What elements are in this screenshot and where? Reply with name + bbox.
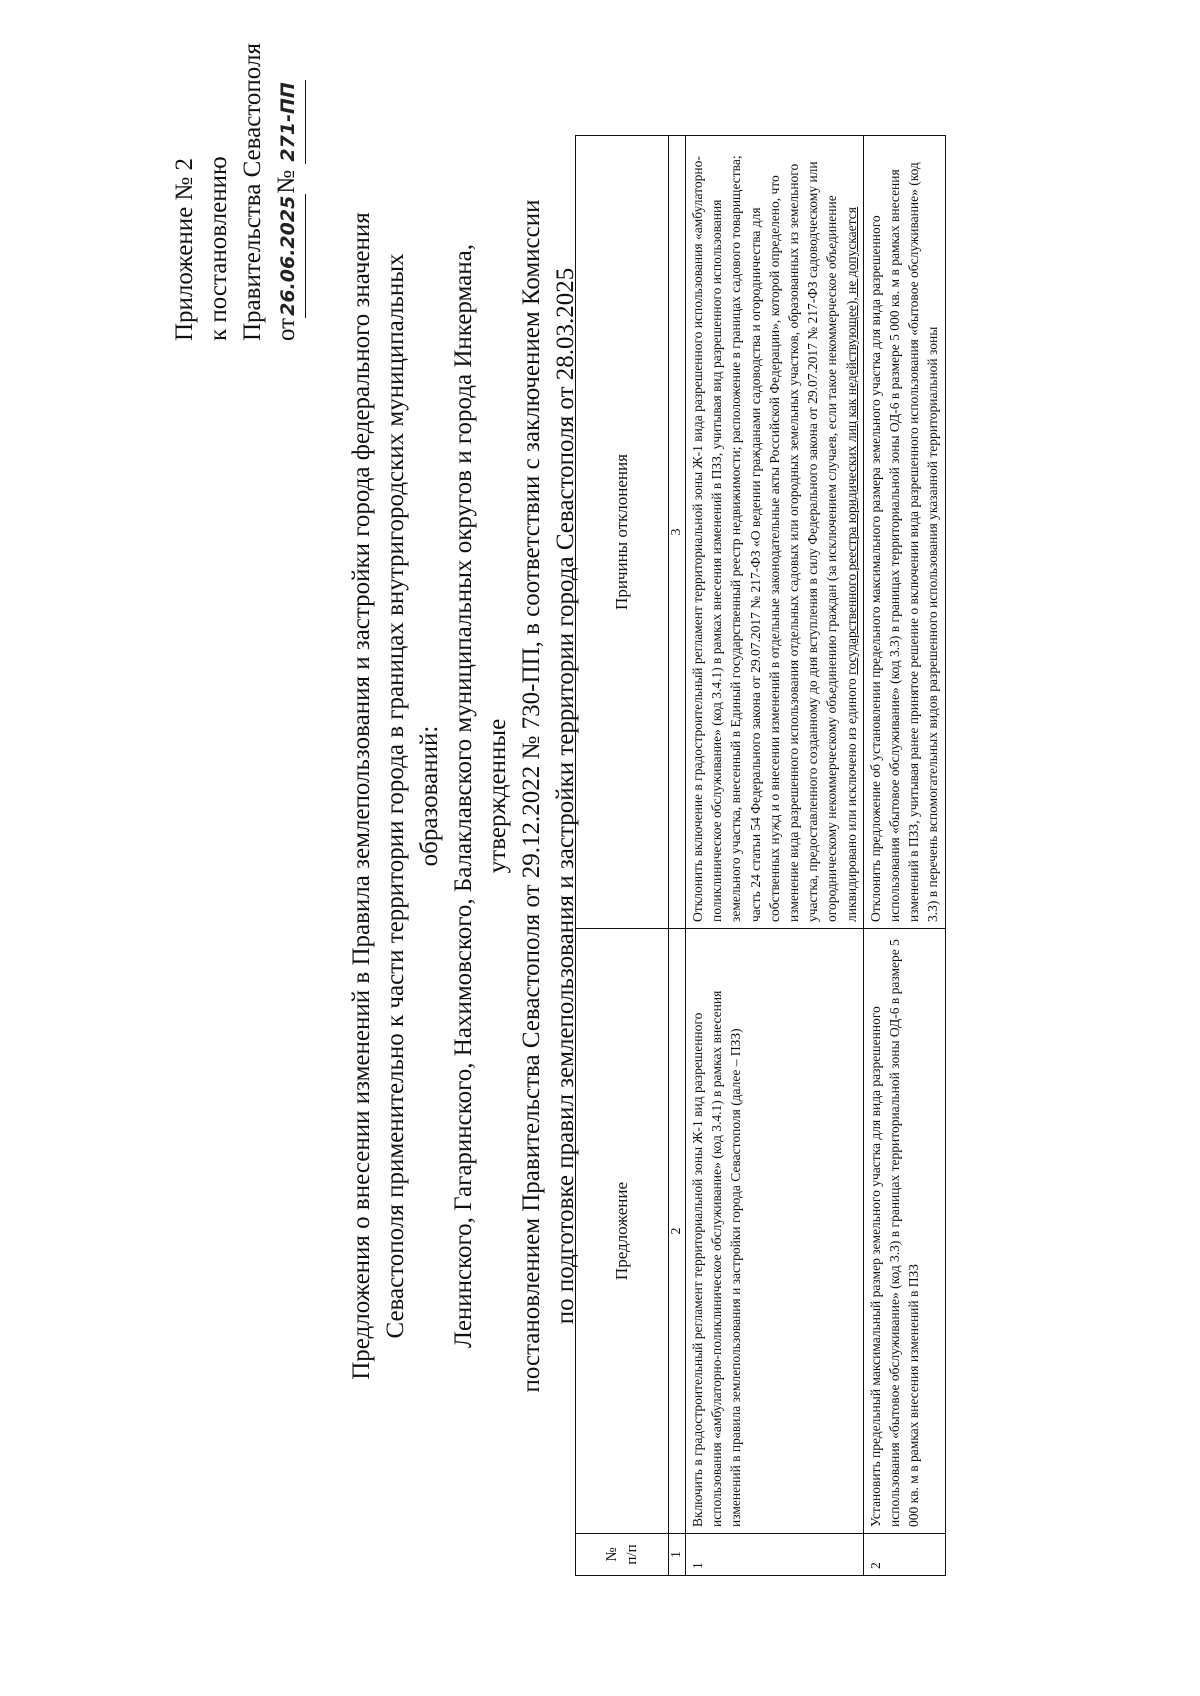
appendix-to-resolution: к постановлению xyxy=(205,156,232,341)
proposals-table xyxy=(575,135,946,1576)
row-number: 2 xyxy=(863,1534,945,1576)
column-index: 1 xyxy=(669,1534,686,1576)
title-line-1: Предложения о внесении изменений в Правила землепользования и застройки города федерального значения xyxy=(348,212,375,1380)
reasons-underlined-text: государственного реестра юридических лиц как недействующее), не допускается xyxy=(843,207,859,675)
row-proposal: Установить предельный максимальный размер земельного участка для вида разрешенного использования «бытовое обслуживание» (код 3.3) в границах территориальной зоны ОД-6 в размере 5 000 кв. м в рамках внесения изменений в ПЗЗ xyxy=(863,929,945,1534)
title-line-4: постановлением Правительства Севастополя от 29.12.2022 № 730-ПП, в соответствии с заключением Комиссии xyxy=(518,199,545,1393)
appendix-government: Правительства Севастополя xyxy=(239,43,266,341)
document-title xyxy=(345,186,583,1406)
column-index-row xyxy=(669,136,686,1576)
row-reasons xyxy=(863,136,945,929)
header-proposal: Предложение xyxy=(576,929,669,1534)
number-prefix: № xyxy=(273,169,300,194)
appendix-number: Приложение № 2 xyxy=(171,157,198,341)
row-reasons xyxy=(686,136,864,929)
column-index: 2 xyxy=(669,929,686,1534)
row-number: 1 xyxy=(686,1534,864,1576)
table-row xyxy=(863,136,945,1576)
table-row xyxy=(686,136,864,1576)
title-line-3: Ленинского, Гагаринского, Нахимовского, Балаклавского муниципальных округов и города Инкермана, утвержденные xyxy=(450,244,511,1348)
row-proposal: Включить в градостроительный регламент территориальной зоны Ж-1 вид разрешенного использования «амбулаторно-поликлиническое обслуживание» (код 3.4.1) в рамках внесения изменений в правила землепользования и застройки города Севастополя (далее – ПЗЗ) xyxy=(686,929,864,1534)
table-header-row xyxy=(576,136,669,1576)
appendix-date-line xyxy=(270,21,306,341)
reasons-text: Отклонить предложение об установлении предельного максимального размера земельного участка для вида разрешенного использования «бытовое обслуживание» (код 3.3) в границах территориальной зоны ОД-6 в размере 5 000 кв. м в рамках внесения изменений в ПЗЗ, учитывая ранее принятое решение о включении вида разрешенного использования «бытовое обслуживание» (код 3.3) в перечень вспомогательных видов разрешенного использования указанной территориальной зоны xyxy=(867,162,941,922)
header-number: № п/п xyxy=(576,1534,669,1576)
appendix-header xyxy=(168,21,306,341)
date-prefix: от xyxy=(273,317,300,341)
reasons-text: Отклонить включение в градостроительный регламент территориальной зоны Ж-1 вида разрешенного использования «амбулаторно-поликлиническое обслуживание» (код 3.4.1) в рамках внесения изменений в ПЗЗ, учитывая вид разрешенного использования земельного участка, внесенный в Единый государственный реестр недвижимости; расположение в границах садового товарищества; часть 24 статьи 54 Федерального закона от 29.07.2017 № 217-ФЗ «О ведении гражданами садоводства и огородничества для собственных нужд и о внесении изменений в отдельные законодательные акты Российской Федерации», которой определено, что изменение вида разрешенного использования отдельных садовых или огородных земельных участков, образованных из земельного участка, предоставленного созданному до дня вступления в силу Федерального закона от 29.07.2017 № 217-ФЗ садоводческому или огородническому некоммерческому объединению граждан (за исключением случаев, если такое некоммерческое объединение ликвидировано или исключено из единого xyxy=(690,155,859,922)
header-reasons: Причины отклонения xyxy=(576,136,669,929)
column-index: 3 xyxy=(669,136,686,929)
title-line-5: по подготовке правил землепользования и застройки территории города Севастополя от 28.03.2025 xyxy=(552,267,579,1325)
title-line-2: Севастополя применительно к части территории города в границах внутригородских муниципальных образований: xyxy=(382,253,443,1339)
handwritten-number: 271-ПП xyxy=(271,80,306,163)
handwritten-date: 26.06.2025 xyxy=(271,194,306,318)
